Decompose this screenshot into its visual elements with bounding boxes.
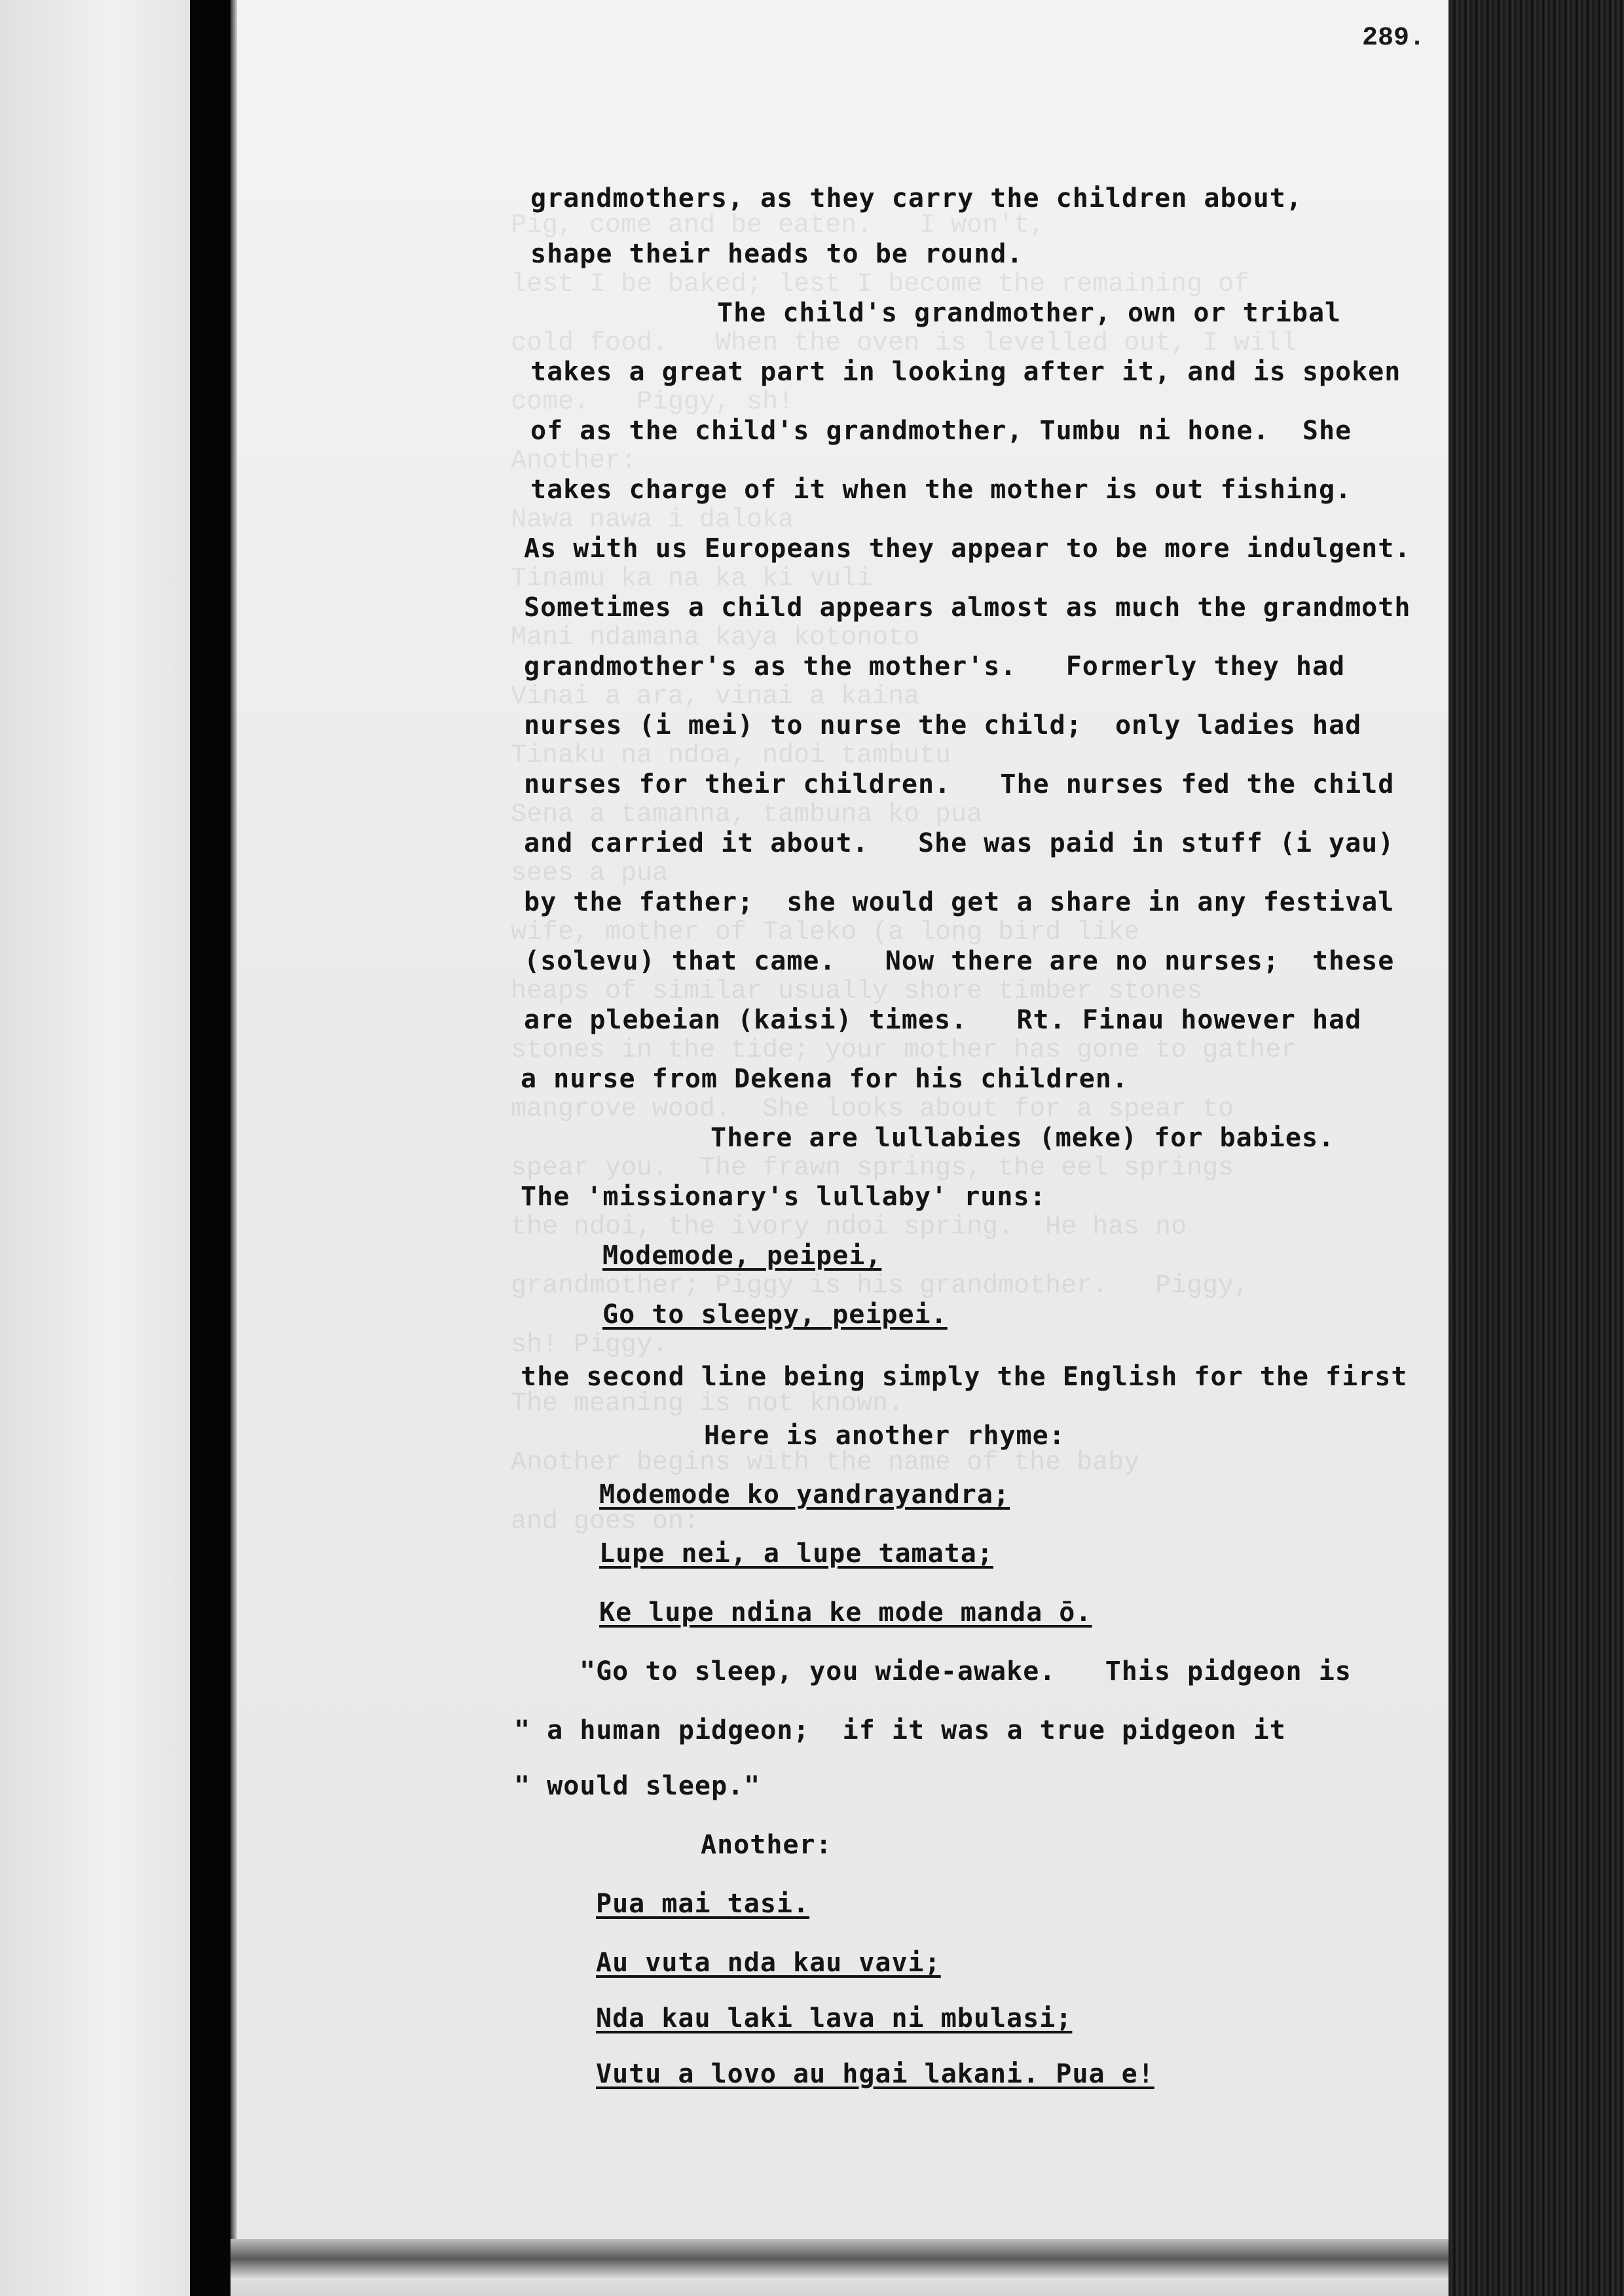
lullaby-line: Modemode, peipei, bbox=[602, 1241, 882, 1271]
binding-edge bbox=[231, 0, 237, 2296]
text-line: nurses for their children. The nurses fed the child bbox=[524, 769, 1395, 799]
rhyme-line: Ke lupe ndina ke mode manda ō. bbox=[599, 1597, 1092, 1628]
rhyme-line: Vutu a lovo au hgai lakani. Pua e! bbox=[596, 2059, 1154, 2089]
text-line: a nurse from Dekena for his children. bbox=[521, 1064, 1129, 1094]
text-line: grandmothers, as they carry the children about, bbox=[530, 183, 1302, 213]
rhyme-line: Pua mai tasi. bbox=[596, 1889, 810, 1919]
text-line: are plebeian (kaisi) times. Rt. Finau however had bbox=[524, 1005, 1362, 1035]
text-line: "Go to sleep, you wide-awake. This pidgeon is bbox=[580, 1656, 1352, 1686]
rhyme-line: Nda kau laki lava ni mbulasi; bbox=[596, 2003, 1073, 2033]
text-line: Here is another rhyme: bbox=[704, 1421, 1065, 1451]
text-line: by the father; she would get a share in any festival bbox=[524, 887, 1395, 917]
text-line: As with us Europeans they appear to be more indulgent. bbox=[524, 534, 1411, 564]
rhyme-line: Au vuta nda kau vavi; bbox=[596, 1948, 941, 1978]
text-line: Another: bbox=[701, 1830, 832, 1860]
text-line: of as the child's grandmother, Tumbu ni hone. She bbox=[530, 416, 1352, 446]
bottom-shadow bbox=[231, 2239, 1449, 2296]
bleed-through-text: Pig, come and be eaten. I won't, lest I be baked; lest I become the remaining of cold food. When the oven is levelled out, I will come. Piggy, sh! Another: Nawa nawa i daloka Tinamu ka na ka ki vuli Mani ndamana kaya kotonoto Vinai a ara, vinai a kaina Tinaku na ndoa, ndoi tambutu Sena a tamanna, tambuna ko pua sees a pua wife, mother of Taleko (a long bird like heaps of similar usually shore timber stones stones in the tide; your mother has gone to gather mangrove wood. She looks about for a spear to spear you. The frawn springs, the eel springs the ndoi, the ivory ndoi spring. He has no grandmother; Piggy is his grandmother. Piggy, sh! Piggy. The meaning is not known. Another begins with the name of the baby and goes on: bbox=[511, 211, 1297, 1537]
page-number: 289. bbox=[1362, 24, 1426, 53]
text-line: " would sleep." bbox=[514, 1771, 761, 1801]
left-margin bbox=[0, 0, 190, 2296]
text-line: The child's grandmother, own or tribal bbox=[717, 298, 1342, 328]
text-line: and carried it about. She was paid in stuff (i yau) bbox=[524, 828, 1395, 858]
text-line: shape their heads to be round. bbox=[530, 239, 1024, 269]
text-line: The 'missionary's lullaby' runs: bbox=[521, 1182, 1046, 1212]
text-line: grandmother's as the mother's. Formerly they had bbox=[524, 651, 1346, 682]
binding-shadow bbox=[190, 0, 231, 2296]
text-line: the second line being simply the English for the first bbox=[521, 1362, 1408, 1392]
text-line: There are lullabies (meke) for babies. bbox=[710, 1123, 1335, 1153]
page-stack bbox=[1449, 0, 1624, 2296]
text-line: takes a great part in looking after it, and is spoken bbox=[530, 357, 1401, 387]
text-line: Sometimes a child appears almost as much the grandmoth bbox=[524, 592, 1411, 623]
rhyme-line: Modemode ko yandrayandra; bbox=[599, 1480, 1010, 1510]
text-line: takes charge of it when the mother is out fishing. bbox=[530, 475, 1352, 505]
text-line: " a human pidgeon; if it was a true pidgeon it bbox=[514, 1715, 1286, 1745]
lullaby-line: Go to sleepy, peipei. bbox=[602, 1300, 948, 1330]
text-line: (solevu) that came. Now there are no nurses; these bbox=[524, 946, 1395, 976]
rhyme-line: Lupe nei, a lupe tamata; bbox=[599, 1539, 993, 1569]
text-line: nurses (i mei) to nurse the child; only ladies had bbox=[524, 710, 1362, 740]
